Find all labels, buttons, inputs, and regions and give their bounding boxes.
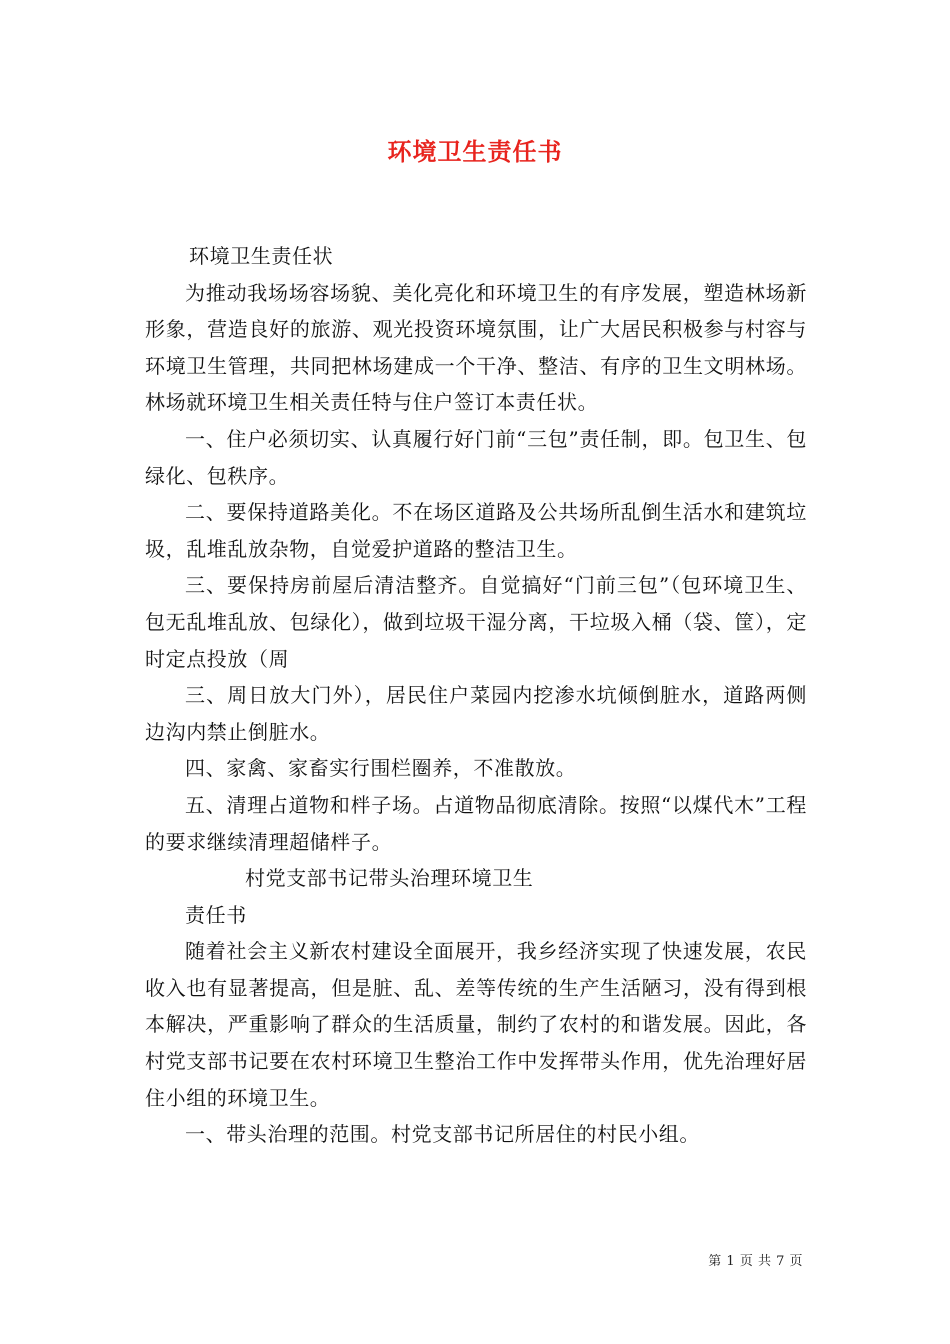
paragraph: 为推动我场场容场貌、美化亮化和环境卫生的有序发展，塑造林场新形象，营造良好的旅游、观光投资环境氛围，让广大居民积极参与村容与环境卫生管理，共同把林场建成一个干净、整洁、有序的卫生文明林场。林场就环境卫生相关责任特与住户签订本责任状。 <box>145 280 807 415</box>
document-title: 环境卫生责任书 <box>387 137 563 166</box>
section-heading: 环境卫生责任状 <box>189 244 334 268</box>
paragraph: 一、住户必须切实、认真履行好门前“三包”责任制，即。包卫生、包绿化、包秩序。 <box>145 426 807 488</box>
paragraph: 一、带头治理的范围。村党支部书记所居住的村民小组。 <box>185 1122 700 1147</box>
paragraph: 三、周日放大门外），居民住户菜园内挖渗水坑倾倒脏水，道路两侧边沟内禁止倒脏水。 <box>145 683 807 744</box>
page-number: 第 1 页 共 7 页 <box>708 1254 803 1269</box>
section-heading: 责任书 <box>185 902 247 927</box>
paragraph: 二、要保持道路美化。不在场区道路及公共场所乱倒生活水和建筑垃圾，乱堆乱放杂物，自觉爱护道路的整洁卫生。 <box>145 500 807 561</box>
paragraph: 四、家禽、家畜实行围栏圈养，不准散放。 <box>185 756 577 781</box>
paragraph: 五、清理占道物和柈子场。占道物品彻底清除。按照“以煤代木”工程的要求继续清理超储柈子。 <box>145 792 807 854</box>
section-heading: 村党支部书记带头治理环境卫生 <box>245 866 534 891</box>
document-body <box>145 238 807 1153</box>
paragraph: 随着社会主义新农村建设全面展开，我乡经济实现了快速发展，农民收入也有显著提高，但是脏、乱、差等传统的生产生活陋习，没有得到根本解决，严重影响了群众的生活质量，制约了农村的和谐发展。因此，各村党支部书记要在农村环境卫生整治工作中发挥带头作用，优先治理好居住小组的环境卫生。 <box>145 939 807 1110</box>
paragraph: 三、要保持房前屋后清洁整齐。自觉搞好“门前三包”（包环境卫生、包无乱堆乱放、包绿化），做到垃圾干湿分离，干垃圾入桶（袋、筐），定时定点投放（周 <box>145 573 807 671</box>
